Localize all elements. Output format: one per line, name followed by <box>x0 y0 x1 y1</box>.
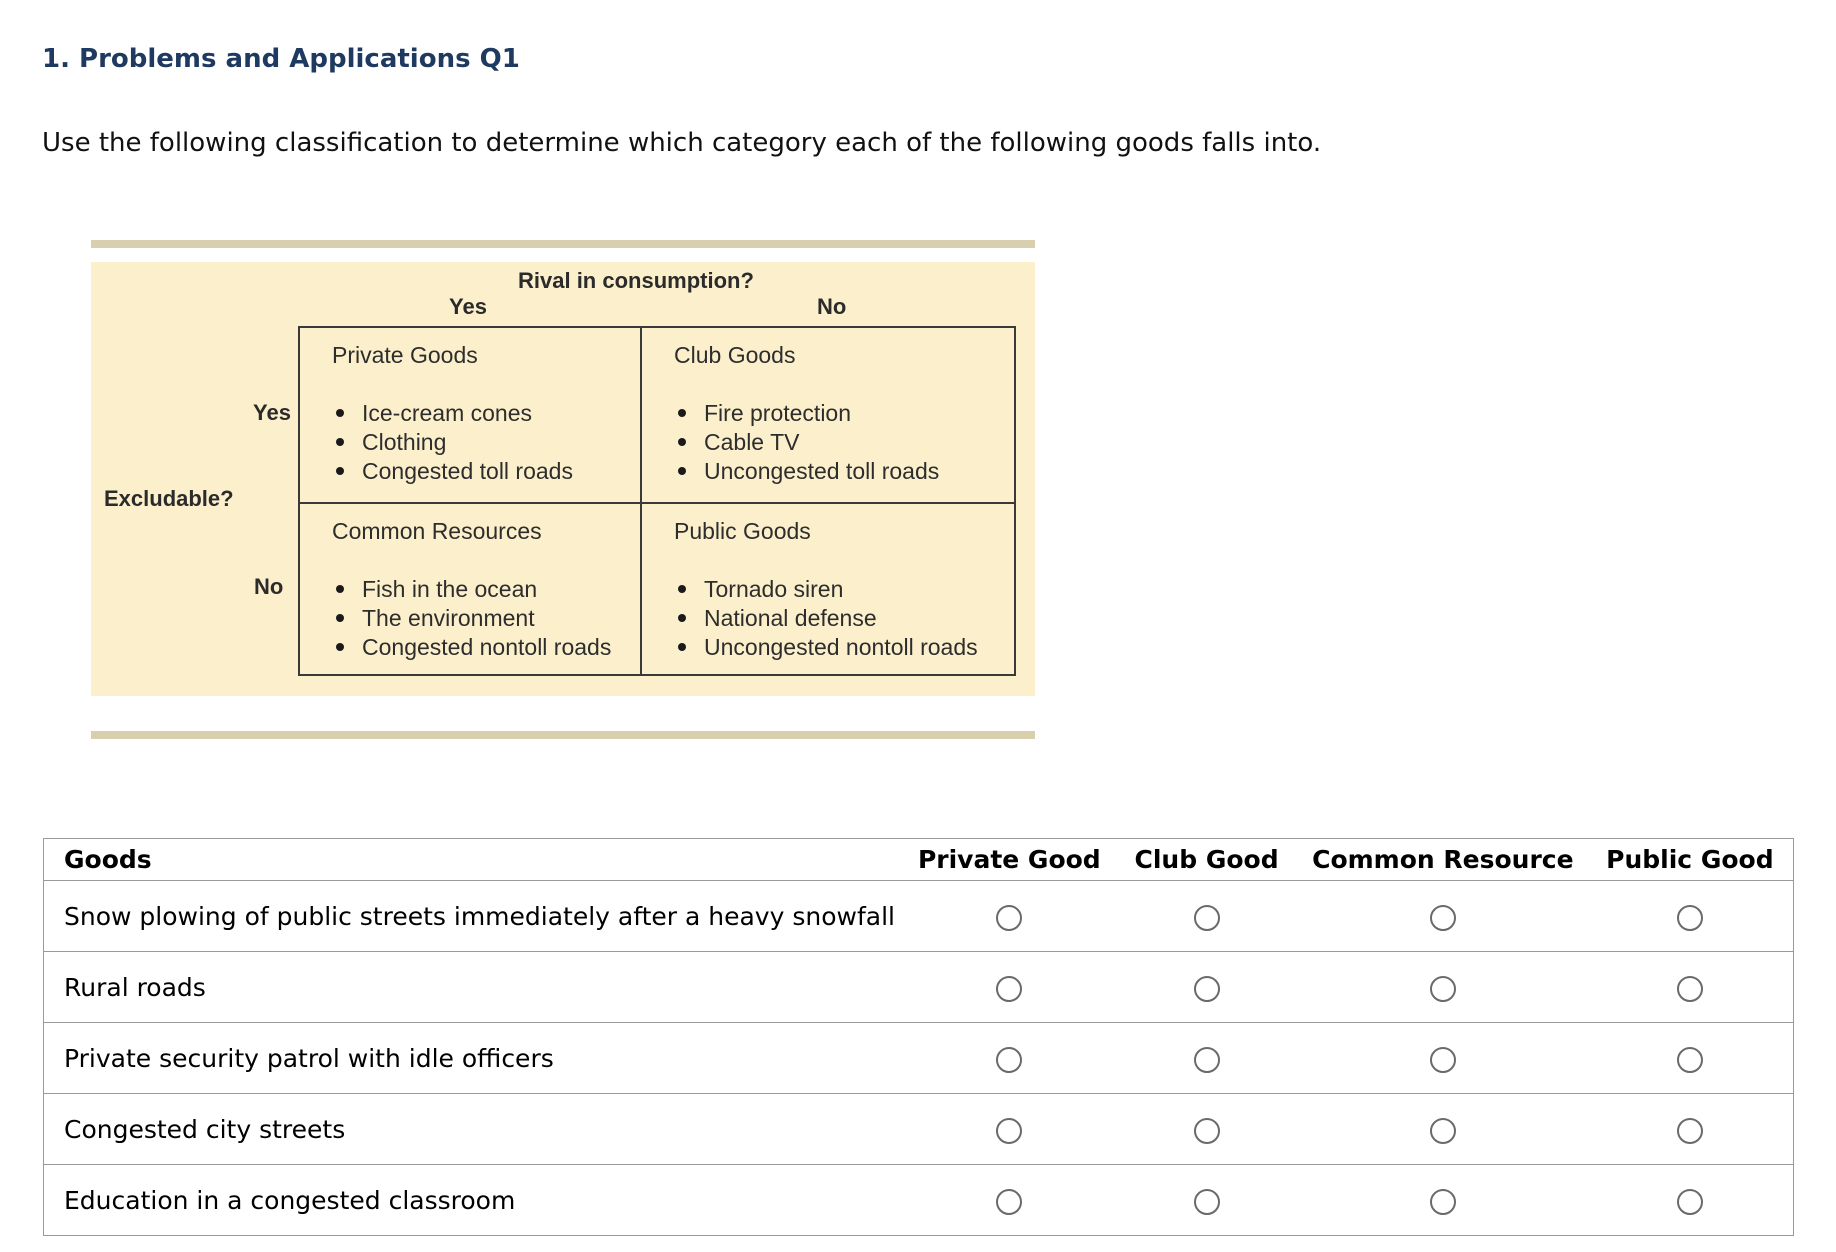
rival-no-label: No <box>817 294 847 319</box>
goods-column-header: Goods <box>44 839 905 881</box>
example-text: Tornado siren <box>704 576 844 602</box>
example-text: Uncongested toll roads <box>704 458 940 484</box>
public-good-radio[interactable] <box>1677 905 1703 931</box>
common-resource-column-header: Common Resource <box>1299 839 1587 881</box>
bullet-icon <box>678 438 686 446</box>
public-good-cell <box>1587 1165 1794 1236</box>
common-resource-cell <box>1299 952 1587 1023</box>
bullet-icon <box>678 585 686 593</box>
private-good-cell <box>904 952 1114 1023</box>
bullet-icon <box>336 409 344 417</box>
example-text: Congested toll roads <box>362 458 573 484</box>
figure-top-rule <box>91 240 1035 248</box>
cell-club-goods <box>640 328 1016 502</box>
list-item <box>332 633 640 662</box>
bullet-icon <box>336 585 344 593</box>
common-resource-cell <box>1299 1023 1587 1094</box>
private-good-cell <box>904 1165 1114 1236</box>
cell-private-goods <box>300 328 640 502</box>
private-good-column-header: Private Good <box>904 839 1114 881</box>
bullet-icon <box>336 614 344 622</box>
example-text: Congested nontoll roads <box>362 634 612 660</box>
common-resource-radio[interactable] <box>1430 1189 1456 1215</box>
private-good-radio[interactable] <box>996 976 1022 1002</box>
public-good-cell <box>1587 952 1794 1023</box>
list-item <box>674 633 1016 662</box>
club-good-radio[interactable] <box>1194 1189 1220 1215</box>
list-item <box>332 575 640 604</box>
table-header-row <box>44 839 1794 881</box>
example-list <box>674 575 1016 662</box>
bullet-icon <box>336 438 344 446</box>
public-good-radio[interactable] <box>1677 1118 1703 1144</box>
question-title: 1. Problems and Applications Q1 <box>42 44 520 74</box>
private-good-cell <box>904 1023 1114 1094</box>
example-text: The environment <box>362 605 535 631</box>
club-good-radio[interactable] <box>1194 1047 1220 1073</box>
list-item <box>332 428 640 457</box>
good-label: Rural roads <box>44 952 905 1023</box>
example-text: Uncongested nontoll roads <box>704 634 978 660</box>
table-row <box>44 1094 1794 1165</box>
public-good-cell <box>1587 1023 1794 1094</box>
public-good-cell <box>1587 1094 1794 1165</box>
private-good-radio[interactable] <box>996 1047 1022 1073</box>
classification-answer-table <box>43 838 1794 1236</box>
bullet-icon <box>678 467 686 475</box>
cell-title: Common Resources <box>332 518 542 544</box>
common-resource-radio[interactable] <box>1430 976 1456 1002</box>
example-text: Fish in the ocean <box>362 576 538 602</box>
list-item <box>332 604 640 633</box>
bullet-icon <box>336 643 344 651</box>
private-good-radio[interactable] <box>996 905 1022 931</box>
rival-label: Rival in consumption? <box>518 268 754 293</box>
example-text: Clothing <box>362 429 447 455</box>
good-label: Education in a congested classroom <box>64 1185 516 1215</box>
common-resource-cell <box>1299 1094 1587 1165</box>
example-text: Fire protection <box>704 400 852 426</box>
public-good-radio[interactable] <box>1677 976 1703 1002</box>
cell-title: Private Goods <box>332 342 478 368</box>
bullet-icon <box>678 614 686 622</box>
club-good-cell <box>1114 952 1299 1023</box>
club-good-radio[interactable] <box>1194 905 1220 931</box>
excludable-no-label: No <box>254 574 284 599</box>
bullet-icon <box>678 643 686 651</box>
public-good-column-header: Public Good <box>1587 839 1794 881</box>
table-row <box>44 1165 1794 1236</box>
excludable-label: Excludable? <box>104 486 234 511</box>
example-list <box>674 399 1016 486</box>
private-good-cell <box>904 1094 1114 1165</box>
example-text: Cable TV <box>704 429 800 455</box>
list-item <box>332 399 640 428</box>
club-good-cell <box>1114 1165 1299 1236</box>
figure-bottom-rule <box>91 731 1035 739</box>
example-list <box>332 575 640 662</box>
club-good-cell <box>1114 1094 1299 1165</box>
club-good-cell <box>1114 881 1299 952</box>
rival-yes-label: Yes <box>449 294 487 319</box>
list-item <box>674 575 1016 604</box>
example-text: Ice-cream cones <box>362 400 533 426</box>
club-good-radio[interactable] <box>1194 1118 1220 1144</box>
cell-common-resources <box>300 502 640 674</box>
list-item <box>674 399 1016 428</box>
list-item <box>674 604 1016 633</box>
private-good-cell <box>904 881 1114 952</box>
club-good-radio[interactable] <box>1194 976 1220 1002</box>
public-good-radio[interactable] <box>1677 1047 1703 1073</box>
list-item <box>674 428 1016 457</box>
public-good-cell <box>1587 881 1794 952</box>
private-good-radio[interactable] <box>996 1189 1022 1215</box>
classification-figure <box>91 262 1035 696</box>
private-good-radio[interactable] <box>996 1118 1022 1144</box>
cell-title: Club Goods <box>674 342 796 368</box>
example-list <box>332 399 640 486</box>
club-good-cell <box>1114 1023 1299 1094</box>
common-resource-cell <box>1299 881 1587 952</box>
list-item <box>674 457 1016 486</box>
common-resource-radio[interactable] <box>1430 905 1456 931</box>
table-row <box>44 881 1794 952</box>
good-label: Congested city streets <box>44 1094 905 1165</box>
classification-grid <box>298 326 1016 676</box>
common-resource-cell <box>1299 1165 1587 1236</box>
common-resource-radio[interactable] <box>1430 1118 1456 1144</box>
table-row <box>44 952 1794 1023</box>
common-resource-radio[interactable] <box>1430 1047 1456 1073</box>
cell-title: Public Goods <box>674 518 811 544</box>
public-good-radio[interactable] <box>1677 1189 1703 1215</box>
example-text: National defense <box>704 605 877 631</box>
bullet-icon <box>678 409 686 417</box>
excludable-yes-label: Yes <box>253 400 291 425</box>
club-good-column-header: Club Good <box>1114 839 1299 881</box>
question-instruction: Use the following classification to determine which category each of the following goods falls into. <box>42 128 1322 158</box>
cell-public-goods <box>640 502 1016 674</box>
bullet-icon <box>336 467 344 475</box>
table-row <box>44 1023 1794 1094</box>
good-label: Private security patrol with idle officers <box>44 1023 905 1094</box>
good-label: Snow plowing of public streets immediately after a heavy snowfall <box>44 881 905 952</box>
list-item <box>332 457 640 486</box>
